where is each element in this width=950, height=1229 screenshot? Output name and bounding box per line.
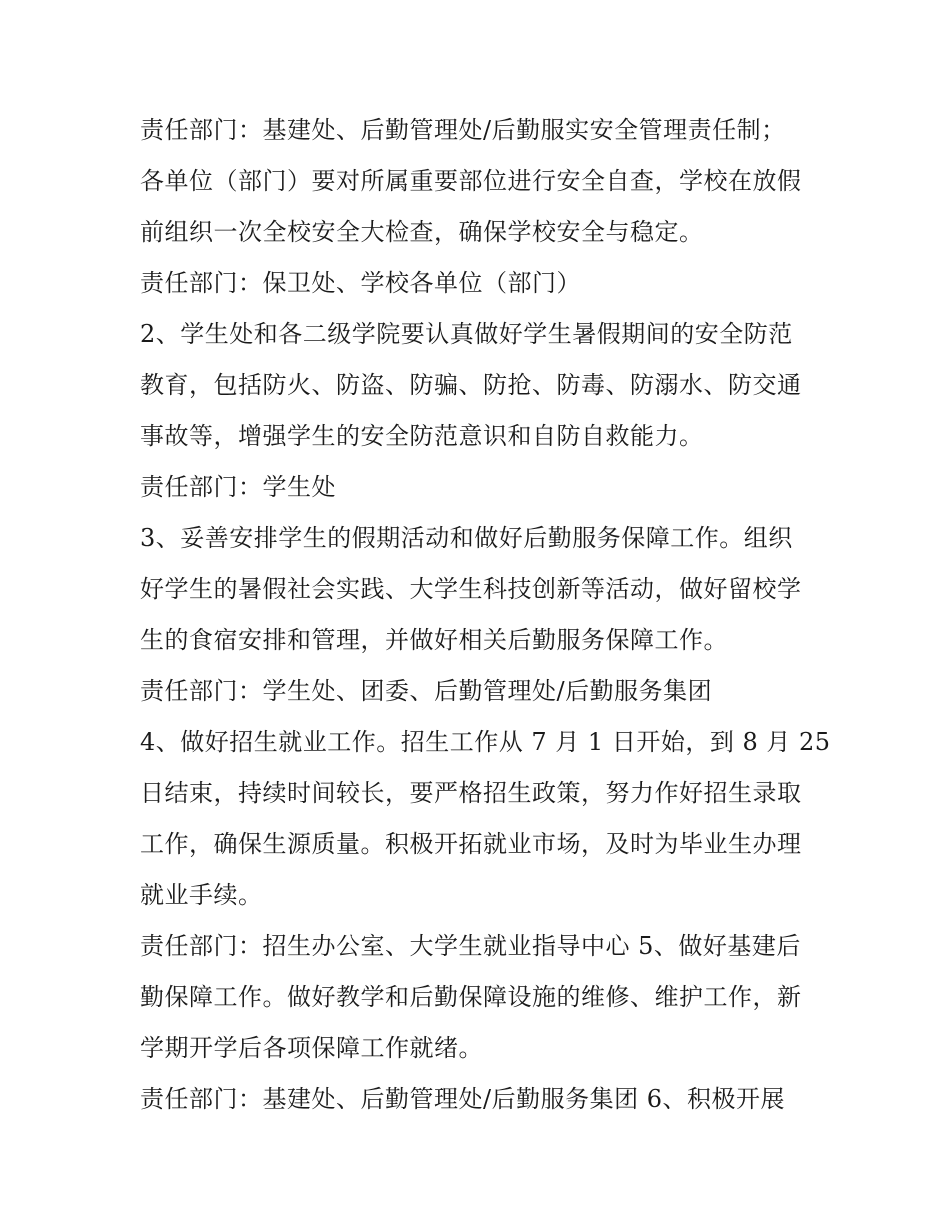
text-line: 3、妥善安排学生的假期活动和做好后勤服务保障工作。组织 [140, 524, 793, 552]
text-line: 工作，确保生源质量。积极开拓就业市场，及时为毕业生办理 [140, 830, 802, 858]
text-line: 勤保障工作。做好教学和后勤保障设施的维修、维护工作，新 [140, 983, 802, 1011]
text-line: 2、学生处和各二级学院要认真做好学生暑假期间的安全防范 [140, 320, 793, 348]
text-line: 日结束，持续时间较长，要严格招生政策，努力作好招生录取 [140, 779, 802, 807]
text-line: 责任部门：学生处、团委、后勤管理处/后勤服务集团 [140, 677, 713, 705]
text-line: 责任部门：学生处 [140, 473, 336, 501]
text-line: 责任部门：招生办公室、大学生就业指导中心 5、做好基建后 [140, 932, 801, 960]
text-line: 责任部门：基建处、后勤管理处/后勤服实安全管理责任制； [140, 116, 786, 144]
text-line: 责任部门：保卫处、学校各单位（部门） [140, 269, 581, 297]
text-line: 责任部门：基建处、后勤管理处/后勤服务集团 6、积极开展 [140, 1085, 785, 1113]
text-line: 学期开学后各项保障工作就绪。 [140, 1034, 483, 1062]
text-line: 4、做好招生就业工作。招生工作从 7 月 1 日开始，到 8 月 25 [140, 728, 831, 756]
text-line: 事故等，增强学生的安全防范意识和自防自救能力。 [140, 422, 704, 450]
text-line: 前组织一次全校安全大检查，确保学校安全与稳定。 [140, 218, 704, 246]
text-line: 就业手续。 [140, 881, 263, 909]
text-line: 各单位（部门）要对所属重要部位进行安全自查，学校在放假 [140, 167, 802, 195]
text-line: 教育，包括防火、防盗、防骗、防抢、防毒、防溺水、防交通 [140, 371, 802, 399]
text-line: 生的食宿安排和管理，并做好相关后勤服务保障工作。 [140, 626, 728, 654]
document-body [140, 105, 831, 1125]
text-line: 好学生的暑假社会实践、大学生科技创新等活动，做好留校学 [140, 575, 802, 603]
